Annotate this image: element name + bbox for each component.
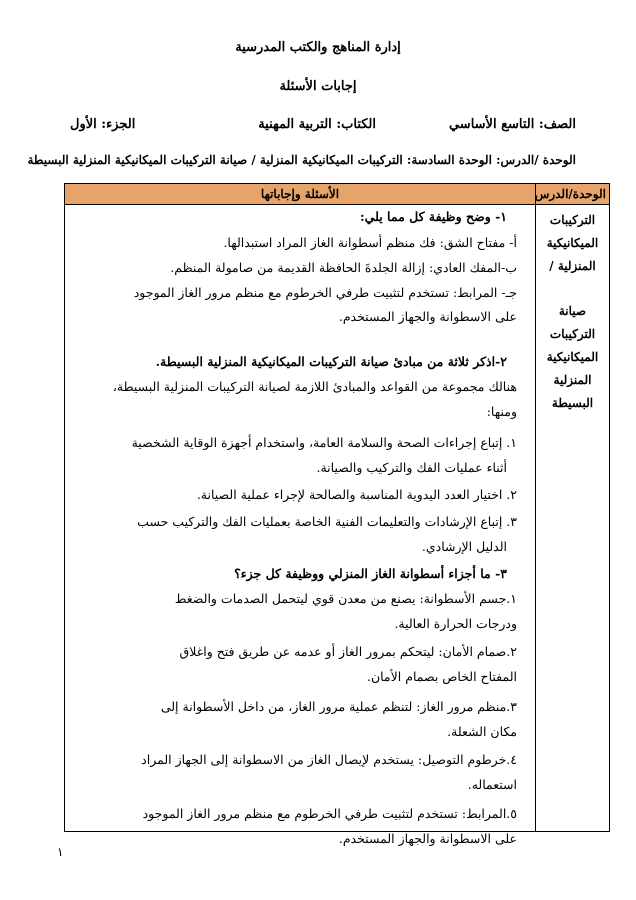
question-2: ٢-اذكر ثلاثة من مبادئ صيانة التركيبات الميكانيكية المنزلية البسيطة. — [155, 354, 507, 369]
qa-column-header: الأسئلة وإجاباتها — [260, 187, 340, 201]
page-number: ١ — [57, 845, 64, 859]
answer-line: ٣. إتباع الإرشادات والتعليمات الفنية الخاصة بعمليات الفك والتركيب حسب — [137, 514, 517, 529]
unit-line: الميكانيكية — [546, 350, 599, 364]
unit-line: المنزلية — [553, 373, 592, 387]
answer-line: ١. إتباع إجراءات الصحة والسلامة العامة، واستخدام أجهزة الوقاية الشخصية — [131, 435, 517, 450]
unit-line: البسيطة — [551, 396, 594, 410]
answer-line: على الاسطوانة والجهاز المستخدم. — [338, 831, 517, 846]
part-label: الجزء: الأول — [70, 117, 136, 132]
unit-column-header: الوحدة/الدرس — [534, 187, 606, 201]
answer-line: هنالك مجموعة من القواعد والمبادئ اللازمة لصيانة التركيبات المنزلية البسيطة، — [112, 379, 517, 394]
answer-line: ب-المفك العادي: إزالة الجلدةَ الحافظة القديمة من صامولة المنظم. — [170, 260, 517, 275]
unit-line: التركيبات — [549, 213, 596, 227]
answer-line: ٢. اختيار العدد اليدوية المناسبة والصالحة لإجراء عملية الصيانة. — [196, 487, 517, 502]
answer-line: ٢.صمام الأمان: ليتحكم بمرور الغاز أو عدمه عن طريق فتح واغلاق — [179, 644, 517, 659]
answer-line: أ- مفتاح الشق: فك منظم أسطوانة الغاز المراد استبدالها. — [223, 235, 517, 250]
answer-line: على الاسطوانة والجهاز المستخدم. — [338, 309, 517, 324]
unit-cell — [536, 204, 609, 415]
unit-line: الميكانيكية — [546, 236, 599, 250]
document-title: إجابات الأسئلة — [279, 79, 357, 94]
unit-line: صيانة التركيبات — [549, 304, 596, 341]
answer-line: أثناء عمليات الفك والتركيب والصيانة. — [316, 460, 507, 475]
answer-line: ٥.المرابط: تستخدم لتثبيت طرفي الخرطوم مع منظم مرور الغاز الموجود — [142, 806, 517, 821]
answer-line: ٤.خرطوم التوصيل: يستخدم لإيصال الغاز من الاسطوانة إلى الجهاز المراد — [141, 752, 517, 767]
book-label: الكتاب: التربية المهنية — [258, 117, 376, 132]
lesson-line: الوحدة /الدرس: الوحدة السادسة: التركيبات الميكانيكية المنزلية / صيانة التركيبات الميكانيكية المنزلية البسيطة — [27, 153, 576, 167]
grade-label: الصف: التاسع الأساسي — [448, 117, 576, 132]
answer-line: مكان الشعلة. — [447, 724, 517, 739]
answer-line: المفتاح الخاص بصمام الأمان. — [366, 669, 517, 684]
department-heading: إدارة المناهج والكتب المدرسية — [235, 40, 401, 55]
answer-line: ودرجات الحرارة العالية. — [394, 616, 517, 631]
answer-line: ومنها: — [486, 404, 517, 419]
qa-table — [64, 183, 610, 846]
answer-line: الدليل الإرشادي. — [421, 539, 507, 554]
meta-row — [70, 117, 576, 135]
question-1: ١- وضح وظيفة كل مما يلي: — [360, 209, 507, 224]
answer-line: جـ- المرابط: تستخدم لتثبيت طرفي الخرطوم مع منظم مرور الغاز الموجود — [133, 285, 517, 300]
answer-line: ١.جسم الأسطوانة: يصنع من معدن قوي ليتحمل الصدمات والضغط — [174, 591, 517, 606]
question-3: ٣- ما أجزاء أسطوانة الغاز المنزلي ووظيفة كل جزء؟ — [234, 566, 507, 581]
answer-line: استعماله. — [467, 777, 517, 792]
unit-line: المنزلية / — [549, 259, 596, 273]
answer-line: ٣.منظم مرور الغاز: لتنظم عملية مرور الغاز، من داخل الأسطوانة إلى — [160, 699, 517, 714]
